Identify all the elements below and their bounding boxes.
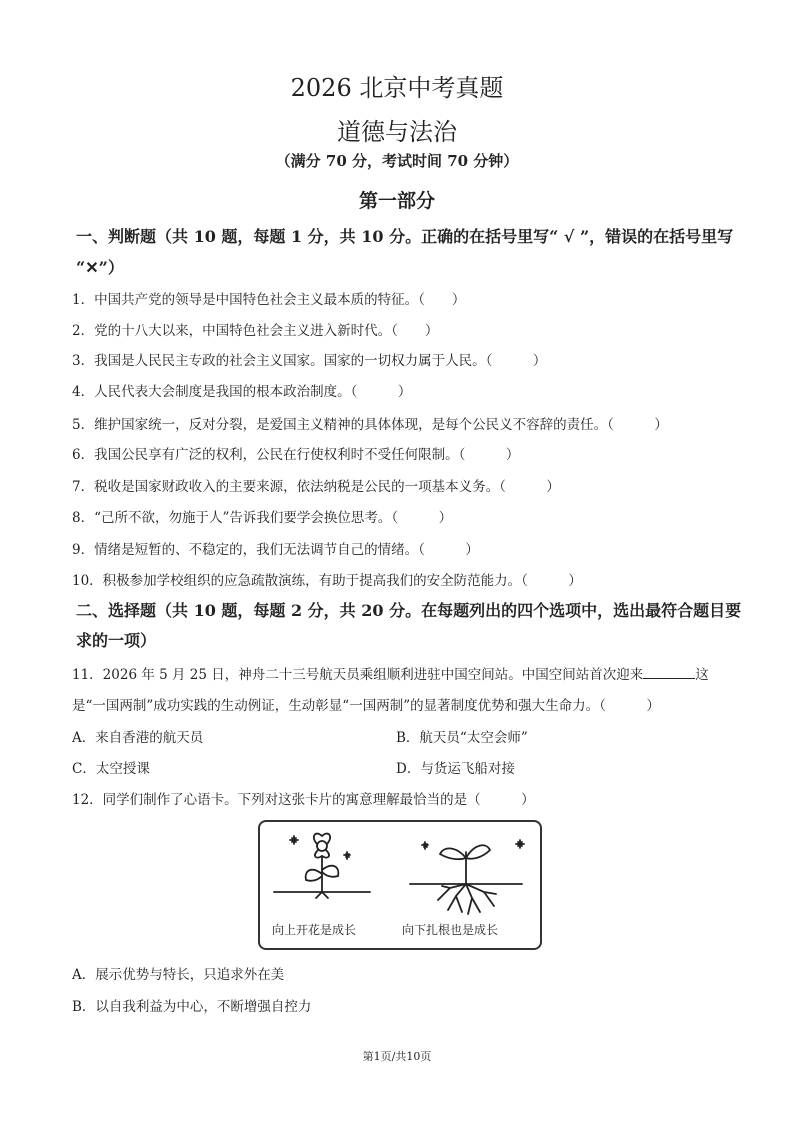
part-heading: 第一部分 xyxy=(358,190,435,212)
question-11-line2: 是“一国两制”成功实践的生动例证，生动彰显“一国两制”的显著制度优势和强大生命力。（ ） xyxy=(72,698,660,714)
question-5: 5．维护国家统一，反对分裂，是爱国主义精神的具体体现，是每个公民义不容辞的责任。（ ） xyxy=(72,417,668,433)
question-4: 4．人民代表大会制度是我国的根本政治制度。（ ） xyxy=(72,384,412,400)
card-caption-right: 向下扎根也是成长 xyxy=(402,923,499,937)
q12-option-b: B．以自我利益为中心，不断增强自控力 xyxy=(72,999,312,1015)
exam-meta: （满分 70 分，考试时间 70 分钟） xyxy=(275,152,519,170)
question-9: 9．情绪是短暂的、不稳定的，我们无法调节自己的情绪。（ ） xyxy=(72,542,479,558)
subject-title: 道德与法治 xyxy=(337,118,457,146)
exam-title: 2026 北京中考真题 xyxy=(290,74,504,102)
section2-heading-cont: 求的一项） xyxy=(76,631,157,650)
page-number: 第1页/共10页 xyxy=(362,1050,432,1063)
question-11-text-end: 这 xyxy=(695,667,709,683)
question-10: 10．积极参加学校组织的应急疏散演练，有助于提高我们的安全防范能力。（ ） xyxy=(72,573,582,589)
card-caption-left: 向上开花是成长 xyxy=(272,923,357,937)
question-11-line1 xyxy=(72,663,709,683)
q11-option-d: D．与货运飞船对接 xyxy=(396,761,515,777)
question-1: 1．中国共产党的领导是中国特色社会主义最本质的特征。（ ） xyxy=(72,292,466,308)
heart-card-illustration xyxy=(258,820,542,950)
section1-heading: 一、判断题（共 10 题，每题 1 分，共 10 分。正确的在括号里写“ √ ”，错误的在括号里写 xyxy=(76,227,734,246)
answer-blank[interactable] xyxy=(643,666,695,679)
q11-option-b: B．航天员“太空会师” xyxy=(396,730,528,746)
question-6: 6．我国公民享有广泛的权利，公民在行使权利时不受任何限制。（ ） xyxy=(72,447,520,463)
question-11-text: 11．2026 年 5 月 25 日，神舟二十三号航天员乘组顺利进驻中国空间站。中国空间站首次迎来 xyxy=(72,667,644,683)
question-8: 8．“己所不欲，勿施于人”告诉我们要学会换位思考。（ ） xyxy=(72,510,453,526)
question-12: 12．同学们制作了心语卡。下列对这张卡片的寓意理解最恰当的是（ ） xyxy=(72,792,535,808)
question-7: 7．税收是国家财政收入的主要来源，依法纳税是公民的一项基本义务。（ ） xyxy=(72,479,560,495)
q11-option-a: A．来自香港的航天员 xyxy=(72,730,204,746)
section1-heading-cont: “✕”） xyxy=(76,258,124,277)
q12-option-a: A．展示优势与特长，只追求外在美 xyxy=(72,967,285,983)
question-3: 3．我国是人民民主专政的社会主义国家。国家的一切权力属于人民。（ ） xyxy=(72,353,547,369)
section2-heading: 二、选择题（共 10 题，每题 2 分，共 20 分。在每题列出的四个选项中，选出最符合题目要 xyxy=(76,601,742,620)
q11-option-c: C．太空授课 xyxy=(72,761,150,777)
card-drawing xyxy=(260,822,540,948)
question-2: 2．党的十八大以来，中国特色社会主义进入新时代。（ ） xyxy=(72,323,439,339)
